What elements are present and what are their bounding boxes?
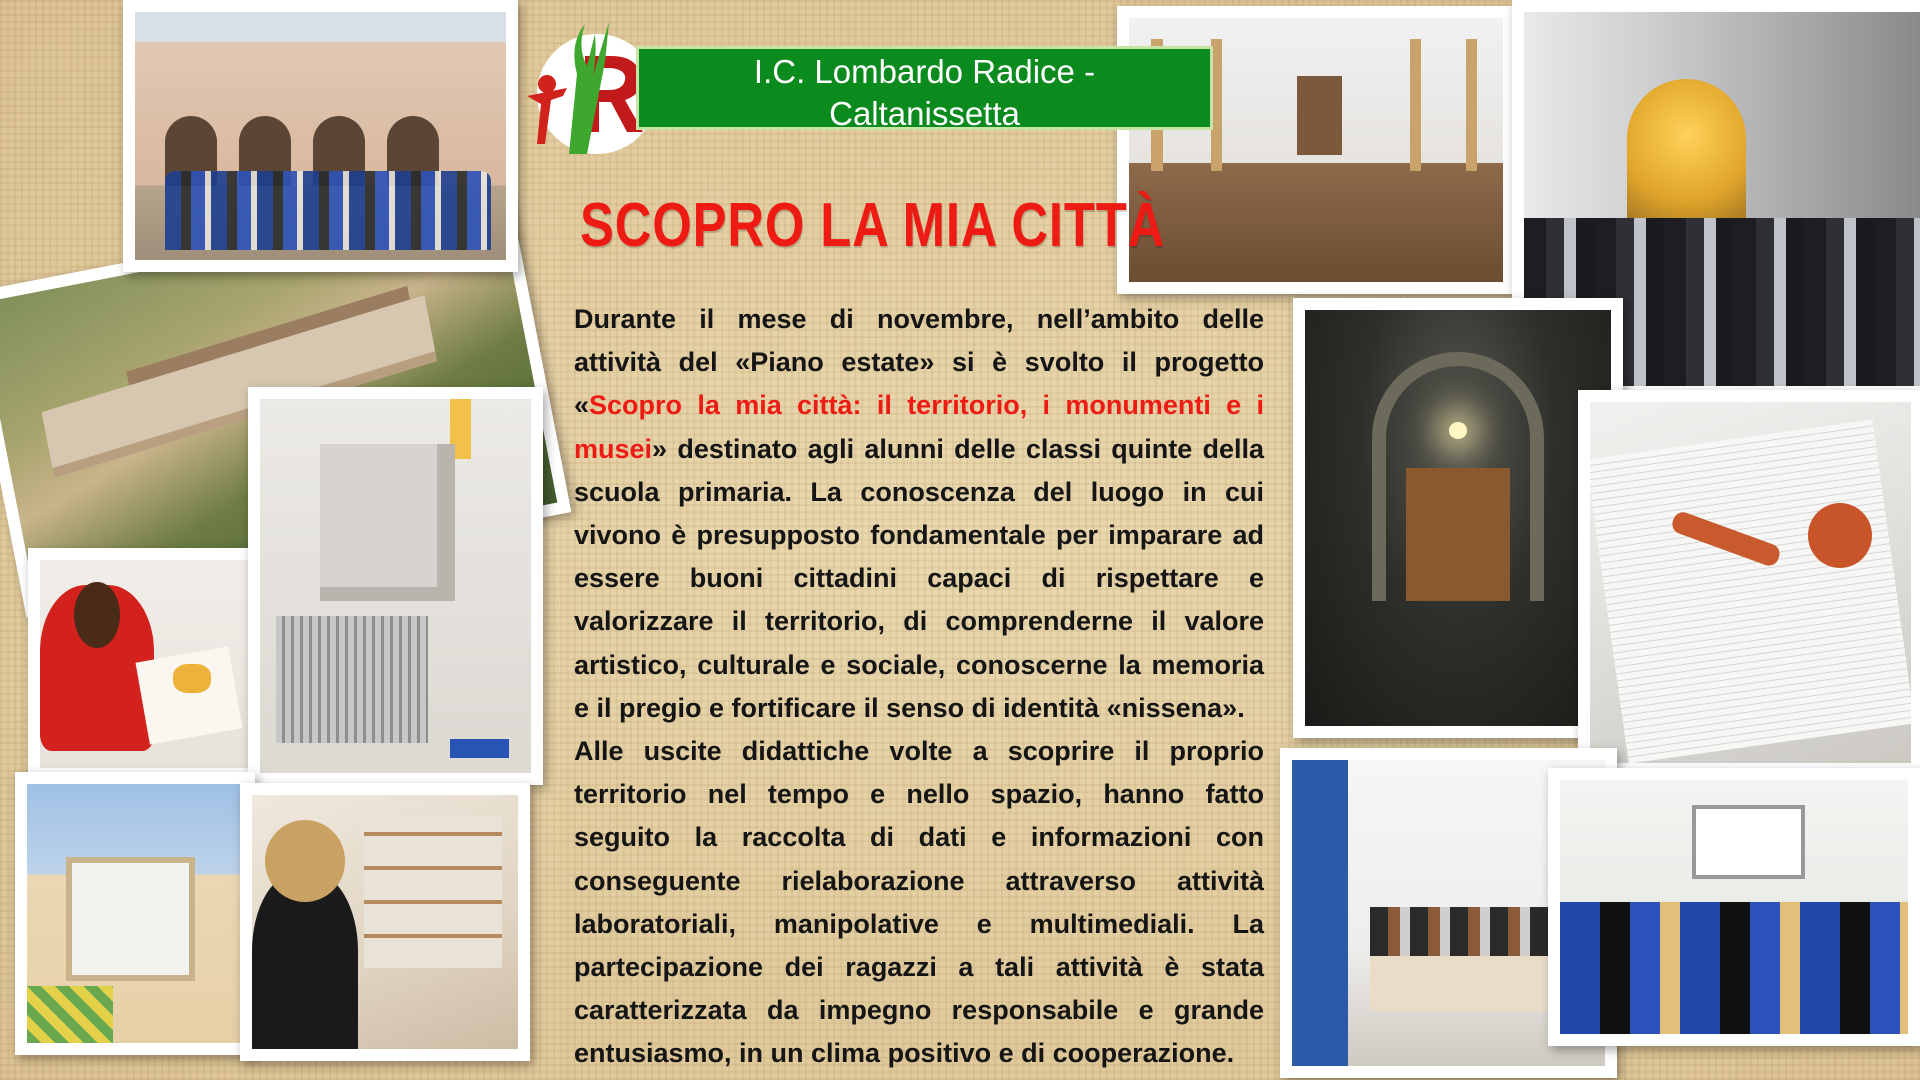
photo-night-portal (1293, 298, 1623, 738)
school-name-line2: Caltanissetta (829, 95, 1020, 132)
photo-cloister-visit (123, 0, 518, 272)
project-title-highlight: Scopro la mia città: il territorio, i monumenti e i musei (574, 390, 1264, 464)
paragraph1-intro: Durante il mese di novembre, nell’ambito delle attività del «Piano estate» si è svolto il progetto « (574, 304, 1264, 421)
paragraph1-rest: » destinato agli alunni delle classi quinte della scuola primaria. La conoscenza del luogo in cui vivono è presupposto fondamentale per imparare ad essere buoni cittadini capaci di rispettare e valorizzare il territorio, di comprenderne il valore artistico, culturale e sociale, conoscerne la memoria e il pregio e fortificare il senso di identità «nissena». (574, 433, 1264, 723)
project-headline: SCOPRO LA MIA CITTÀ (580, 191, 1166, 260)
project-description (574, 298, 1264, 1076)
description-paragraph-2: Alle uscite didattiche volte a scoprire il proprio territorio nel tempo e nello spazio, hanno fatto seguito la raccolta di dati e informazioni con conseguente rielaborazione attraverso attività laboratoriali, manipolative e multimediali. La partecipazione dei ragazzi a tali attività è stata caratterizzata da impegno responsabile e grande entusiasmo, in un clima positivo e di cooperazione. (574, 736, 1264, 1069)
photo-computer-lab (1548, 768, 1920, 1046)
school-name-line1: I.C. Lombardo Radice - (753, 53, 1096, 90)
photo-clay-pottery (1578, 390, 1920, 775)
description-paragraph-1 (574, 298, 1264, 730)
photo-child-painting (28, 548, 260, 780)
photo-cardboard-model (15, 772, 255, 1055)
photo-workshop (240, 783, 530, 1061)
school-name-banner (636, 46, 1213, 130)
photo-clay-model (248, 387, 543, 785)
